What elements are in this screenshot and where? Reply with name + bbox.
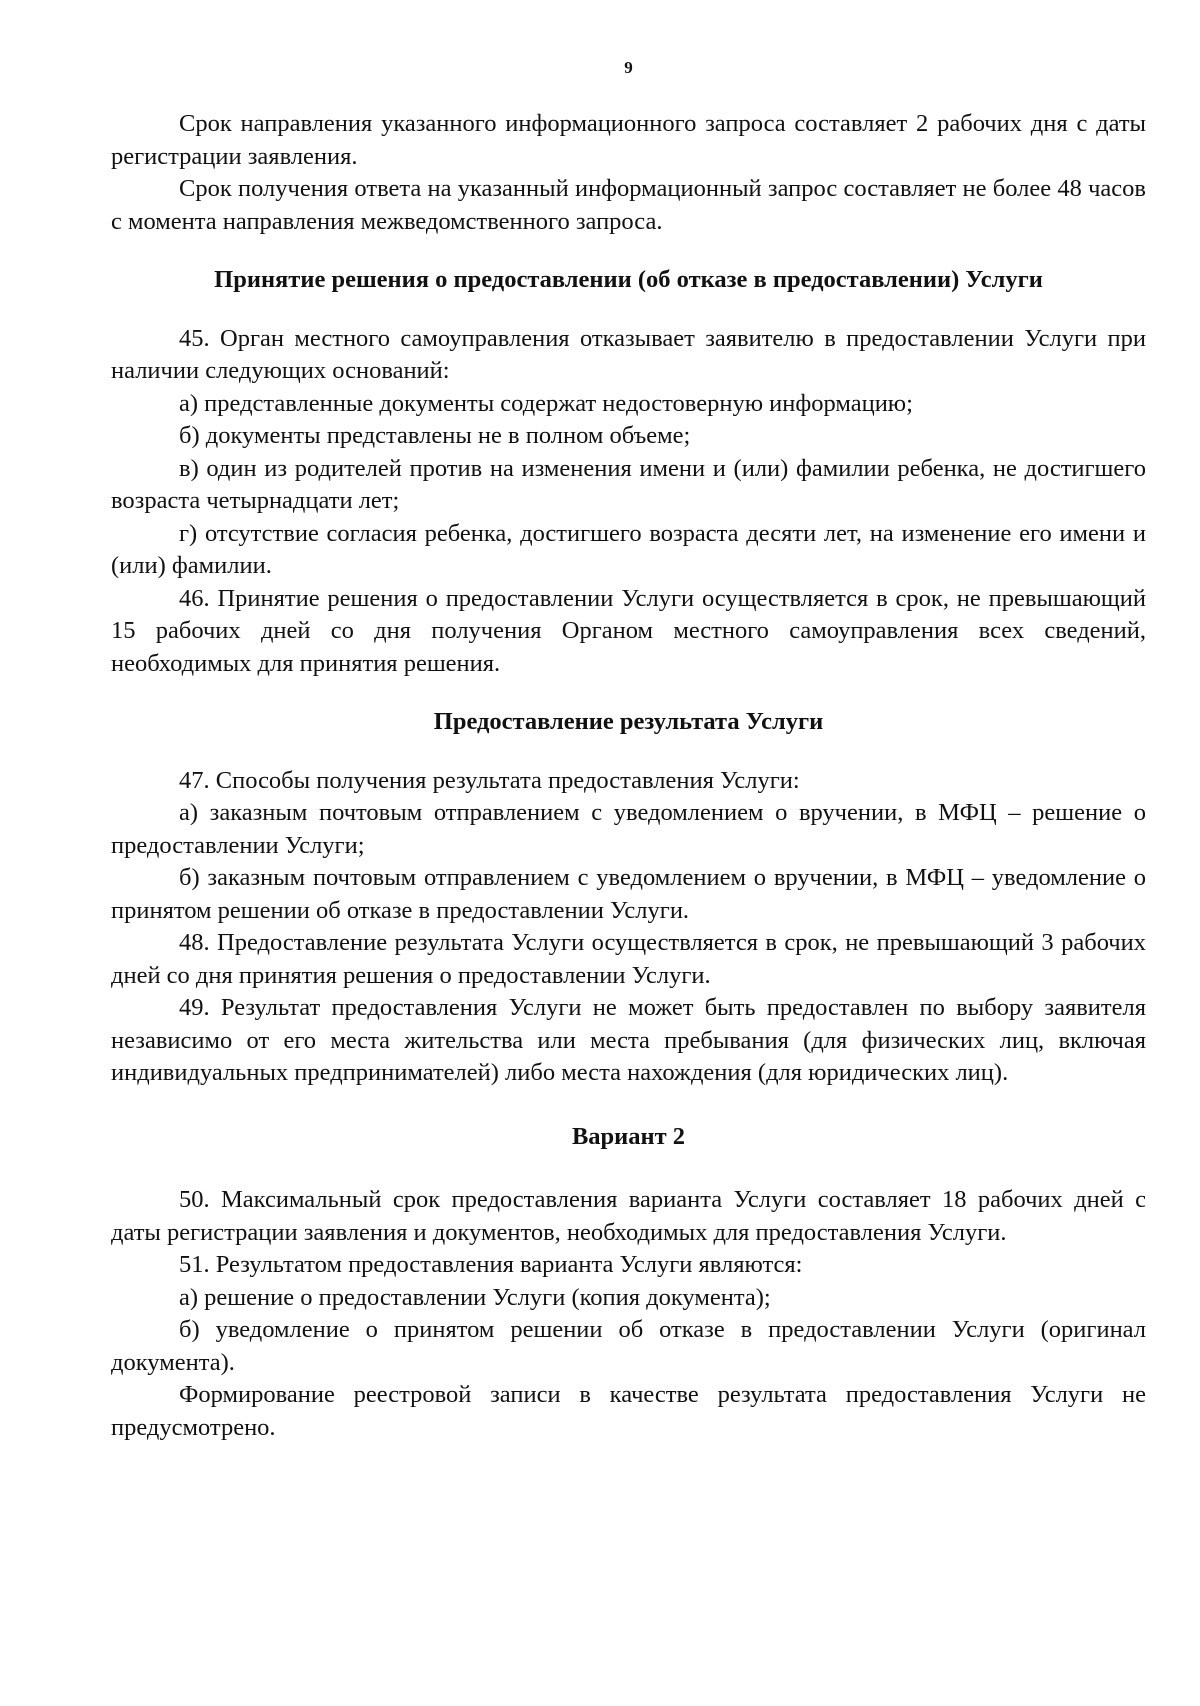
paragraph-45-v: в) один из родителей против на изменения имени и (или) фамилии ребенка, не достигшего возраста четырнадцати лет;: [111, 454, 1146, 514]
paragraph-45-g: г) отсутствие согласия ребенка, достигшего возраста десяти лет, на изменение его имени и (или) фамилии.: [111, 519, 1146, 579]
paragraph-45-b: б) документы представлены не в полном объеме;: [179, 422, 691, 449]
paragraph-47-a: а) заказным почтовым отправлением с уведомлением о вручении, в МФЦ – решение о предоставлении Услуги;: [111, 799, 1146, 859]
paragraph-47: 47. Способы получения результата предоставления Услуги:: [179, 766, 800, 794]
paragraph-49: 49. Результат предоставления Услуги не может быть предоставлен по выбору заявителя независимо от его места жительства или места пребывания (для физических лиц, включая индивидуальных предпринимателей) либо места нахождения (для юридических лиц).: [111, 994, 1146, 1086]
paragraph-51-b: б) уведомление о принятом решении об отказе в предоставлении Услуги (оригинал документа).: [111, 1316, 1146, 1376]
paragraph-46: 46. Принятие решения о предоставлении Услуги осуществляется в срок, не превышающий 15 рабочих дней со дня получения Органом местного самоуправления всех сведений, необходимых для принятия решения.: [111, 584, 1146, 677]
paragraph-47-b: б) заказным почтовым отправлением с уведомлением о вручении, в МФЦ – уведомление о принятом решении об отказе в предоставлении Услуги.: [111, 864, 1146, 924]
paragraph-48: 48. Предоставление результата Услуги осуществляется в срок, не превышающий 3 рабочих дней со дня принятия решения о предоставлении Услуги.: [111, 929, 1146, 989]
paragraph-registry-record: Формирование реестровой записи в качестве результата предоставления Услуги не предусмотрено.: [111, 1381, 1146, 1441]
paragraph-45: 45. Орган местного самоуправления отказывает заявителю в предоставлении Услуги при наличии следующих оснований:: [111, 324, 1146, 384]
paragraph-response-deadline: Срок получения ответа на указанный информационный запрос составляет не более 48 часов с момента направления межведомственного запроса.: [111, 175, 1146, 235]
paragraph-request-deadline: Срок направления указанного информационного запроса составляет 2 рабочих дня с даты регистрации заявления.: [111, 110, 1146, 170]
page-number: 9: [624, 58, 633, 77]
paragraph-45-a: а) представленные документы содержат недостоверную информацию;: [179, 389, 913, 417]
paragraph-50: 50. Максимальный срок предоставления варианта Услуги составляет 18 рабочих дней с даты регистрации заявления и документов, необходимых для предоставления Услуги.: [111, 1186, 1146, 1246]
paragraph-51: 51. Результатом предоставления варианта Услуги являются:: [179, 1251, 803, 1278]
section-heading-variant-2: Вариант 2: [571, 1122, 686, 1150]
section-heading-result: Предоставление результата Услуги: [433, 708, 824, 735]
paragraph-51-a: а) решение о предоставлении Услуги (копия документа);: [179, 1283, 771, 1311]
section-heading-decision: Принятие решения о предоставлении (об отказе в предоставлении) Услуги: [214, 266, 1043, 293]
